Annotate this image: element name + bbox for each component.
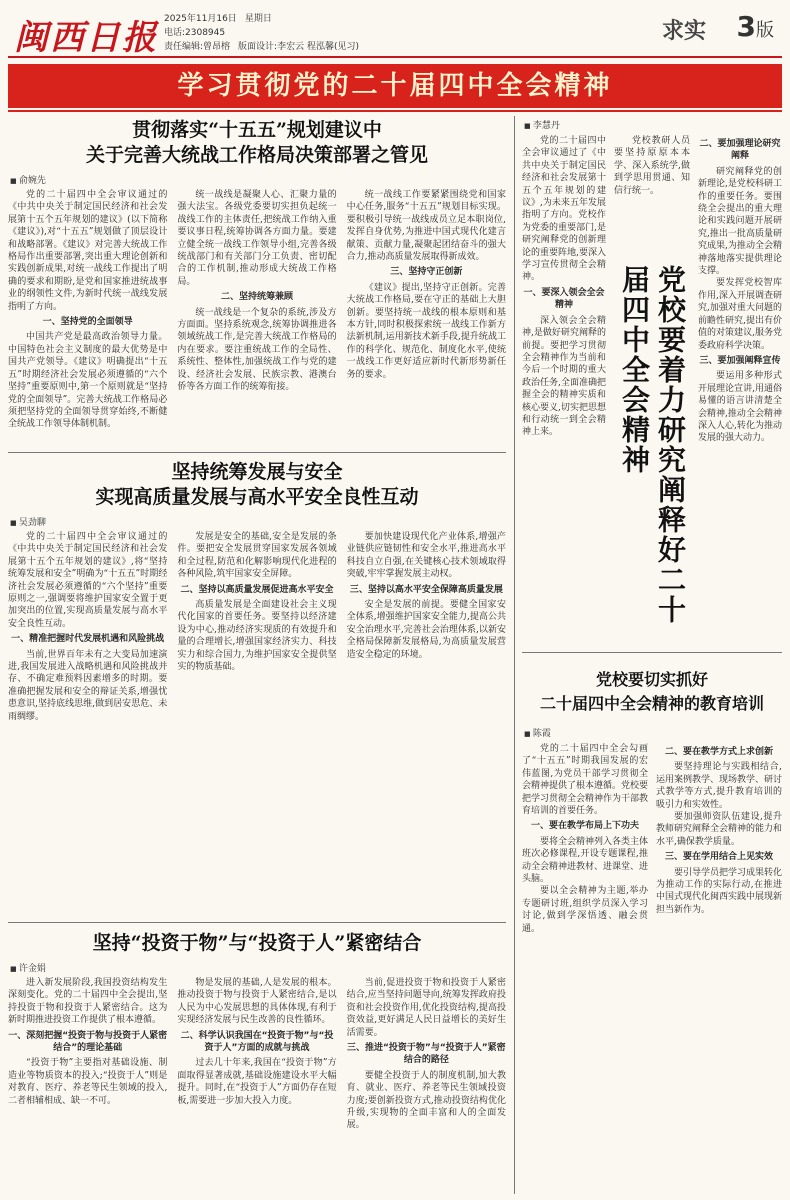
text-column: 统一战线工作要紧紧围绕党和国家中心任务,服务“十五五”规划目标实现。要积极引导统一战线成员立足本职岗位,发挥自身优势,为推进中国式现代化建言献策、贡献力量,凝聚起团结奋斗的强大合力,推动高质量发展取得新成效。 三、坚持守正创新 《建议》提出,坚持守正创新。完善大统战工作格局,要在守正的基础上大胆创新。要坚持统一战线的根本原则和基本方针,同时积极探索统一战线工作新方法新机制,运用新技术新手段,提升统战工作的科学化、规范化、制度化水平,使统一战线工作更好适应新时代新形势新任务的要求。 xyxy=(346,190,506,380)
newspaper-logo: 闽西日报 xyxy=(14,18,158,58)
article-headline: 党校要着力研究阐释好二十届四中全会精神 xyxy=(618,265,687,625)
masthead xyxy=(8,4,782,58)
divider xyxy=(8,452,506,453)
text-column: 党的二十届四中全会审议通过的《中共中央关于制定国民经济和社会发展第十五个五年规划的建议》(以下简称《建议》),对“十五五”规划做了顶层设计和战略部署。《建议》对完善大统战工作格局作出重要部署,突出重大理论创新和实践创新成果,对统一战线工作提出了明确的要求和期盼,是党和国家推进统战事业的纲领性文件,为新时代统一战线发展指明了方向。 一、坚持党的全面领导 中国共产党是最高政治领导力量。中国特色社会主义制度的最大优势是中国共产党领导。《建议》明确提出“十五五”时期经济社会发展必须遵循的“六个坚持”重要原则中,第一个原则就是“坚持党的全面领导”。完善大统战工作格局必须把坚持党的全面领导贯穿始终,不断健全统战工作领导体制机制。 xyxy=(8,190,168,430)
editor: 责任编辑:曾昂榕 xyxy=(164,42,231,52)
layout-designer: 版面设计:李宏云 程泓馨(见习) xyxy=(238,42,359,52)
article-body xyxy=(522,135,782,645)
article-headline: 坚持统筹发展与安全 实现高质量发展与高水平安全良性互动 xyxy=(95,461,419,508)
divider xyxy=(8,922,506,923)
article-party-school-research[interactable] xyxy=(522,116,782,646)
topic-banner: 学习贯彻党的二十届四中全会精神 xyxy=(8,64,782,108)
divider xyxy=(522,652,782,653)
phone: 电话:2308945 xyxy=(164,28,226,38)
article-byline: ■ 俞婉先 xyxy=(10,173,506,186)
article-headline: 党校要切实抓好 二十届四中全会精神的教育培训 xyxy=(539,670,764,713)
text-column: 党的二十届四中全会审议通过的《中共中央关于制定国民经济和社会发展第十五个五年规划的建议》,将“坚持统筹发展和安全”明确为“十五五”时期经济社会发展必须遵循的“六个坚持”重要原则之一,强调要将维护国家安全置于更加突出的位置,实现高质量发展与高水平安全良性互动。 一、精准把握时代发展机遇和风险挑战 当前,世界百年未有之大变局加速演进,我国发展进入战略机遇和风险挑战并存、不确定难预料因素增多的时期。要准确把握发展和安全的辩证关系,增强忧患意识,坚持底线思维,做到居安思危、未雨绸缪。 xyxy=(8,532,168,722)
text-column: 要加快建设现代化产业体系,增强产业链供应链韧性和安全水平,推进高水平科技自立自强,在关键核心技术领域取得突破,牢牢掌握发展主动权。 三、坚持以高水平安全保障高质量发展 安全是发展的前提。要健全国家安全体系,增强维护国家安全能力,提高公共安全治理水平,完善社会治理体系,以新安全格局保障新发展格局,为高质量发展营造安全稳定的环境。 xyxy=(346,532,506,660)
issue-weekday: 星期日 xyxy=(244,14,272,24)
text-column: 统一战线是凝聚人心、汇聚力量的强大法宝。各级党委要切实担负起统一战线工作的主体责任,把统战工作纳入重要议事日程,统筹协调各方面力量。要建立健全统一战线工作领导小组,完善各级统战部门和有关部门分工负责、密切配合的工作机制,推动形成大统战工作格局。 二、坚持统筹兼顾 统一战线是一个复杂的系统,涉及方方面面。坚持系统观念,统筹协调推进各领域统战工作,是完善大统战工作格局的内在要求。要注重统战工作的全局性、系统性、整体性,加强统战工作与党的建设、经济社会发展、民族宗教、港澳台侨等各方面工作的统筹衔接。 xyxy=(177,190,337,393)
article-headline: 坚持“投资于物”与“投资于人”紧密结合 xyxy=(92,932,422,954)
article-byline: ■ 许金娟 xyxy=(10,961,506,974)
text-column: 党的二十届四中全会审议通过了《中共中央关于制定国民经济和社会发展第十五个五年规划的建议》,为未来五年发展指明了方向。党校作为党委的重要部门,是研究阐释党的创新理论的重要阵地,要深入学习宣传贯彻全会精神。 一、要深入领会全会精神 深入领会全会精神,是做好研究阐释的前提。要把学习贯彻全会精神作为当前和今后一个时期的重大政治任务,全面准确把握全会的精神实质和核心要义,切实把思想和行动统一到全会精神上来。 xyxy=(522,136,606,438)
article-body xyxy=(522,743,782,1189)
article-body xyxy=(8,531,506,919)
text-column: 二、要加强理论研究阐释 研究阐释党的创新理论,是党校科研工作的重要任务。要围绕全会提出的重大理论和实践问题开展研究,推出一批高质量研究成果,为推动全会精神落地落实提供理论支撑。 要发挥党校智库作用,深入开展调查研究,加强对重大问题的前瞻性研究,提出有价值的对策建议,服务党委政府科学决策。 三、要加强阐释宣传 要运用多种形式开展理论宣讲,用通俗易懂的语言讲清楚全会精神,推动全会精神深入人心,转化为推动发展的强大动力。 xyxy=(698,139,782,444)
masthead-meta xyxy=(164,12,367,54)
banner-divider xyxy=(8,110,782,112)
article-body xyxy=(8,189,506,451)
page-number: 3版 xyxy=(736,10,774,43)
article-byline: ■ 李慧丹 xyxy=(524,118,782,131)
vertical-headline-area xyxy=(614,135,690,645)
article-development-security[interactable] xyxy=(8,460,506,915)
issue-date: 2025年11月16日 xyxy=(164,14,237,24)
article-byline: ■ 吴劲聊 xyxy=(10,515,506,528)
text-column: 物是发展的基础,人是发展的根本。推动投资于物与投资于人紧密结合,是以人民为中心发展思想的具体体现,有利于实现经济发展与民生改善的良性循环。 二、科学认识我国在“投资于物”与“投资于人”方面的成就与挑战 过去几十年来,我国在“投资于物”方面取得显著成就,基础设施建设水平大幅提升。同时,在“投资于人”方面仍存在短板,需要进一步加大投入力度。 xyxy=(177,978,337,1106)
text-column: 当前,促进投资于物和投资于人紧密结合,应当坚持问题导向,统筹发挥政府投资和社会投资作用,优化投资结构,提高投资效益,更好满足人民日益增长的美好生活需要。 三、推进“投资于物”与“投资于人”紧密结合的路径 要健全投资于人的制度机制,加大教育、就业、医疗、养老等民生领域投资力度;要创新投资方式,推动投资结构优化升级,实现物的全面丰富和人的全面发展。 xyxy=(346,978,506,1131)
column-divider xyxy=(514,116,515,1194)
article-byline: ■ 陈霞 xyxy=(524,726,782,739)
article-united-front[interactable] xyxy=(8,116,506,446)
text-column: 发展是安全的基础,安全是发展的条件。要把安全发展贯穿国家发展各领域和全过程,防范和化解影响现代化进程的各种风险,筑牢国家安全屏障。 二、坚持以高质量发展促进高水平安全 高质量发展是全面建设社会主义现代化国家的首要任务。要坚持以经济建设为中心,推动经济实现质的有效提升和量的合理增长,增强国家经济实力、科技实力和综合国力,为维护国家安全提供坚实的物质基础。 xyxy=(177,532,337,673)
article-party-school-training[interactable] xyxy=(522,660,782,1194)
article-investment[interactable] xyxy=(8,930,506,1194)
text-column: 党校教研人员要坚持原原本本学、深入系统学,做到学思用贯通、知信行统一。 xyxy=(614,136,690,196)
text-column: 党的二十届四中全会勾画了“十五五”时期我国发展的宏伟蓝图,为党员干部学习贯彻全会精神提供了根本遵循。党校要把学习贯彻全会精神作为干部教育培训的首要任务。 一、要在教学布局上下功夫 要将全会精神列入各类主体班次必修课程,开设专题课程,推动全会精神进教材、进课堂、进头脑。 要以全会精神为主题,举办专题研讨班,组织学员深入学习讨论,做到学深悟透、融会贯通。 xyxy=(522,744,648,934)
article-body xyxy=(8,977,506,1195)
text-column: 进入新发展阶段,我国投资结构发生深刻变化。党的二十届四中全会提出,坚持投资于物和投资于人紧密结合。这为新时期推进投资工作提供了根本遵循。 一、深刻把握“投资于物与投资于人紧密结合”的理论基础 “投资于物”主要指对基础设施、制造业等物质资本的投入;“投资于人”则是对教育、医疗、养老等民生领域的投入,二者相辅相成、缺一不可。 xyxy=(8,978,168,1106)
text-column: 二、要在教学方式上求创新 要坚持理论与实践相结合,运用案例教学、现场教学、研讨式教学等方式,提升教育培训的吸引力和实效性。 要加强师资队伍建设,提升教师研究阐释全会精神的能力和水平,确保教学质量。 三、要在学用结合上见实效 要引导学员把学习成果转化为推动工作的实际行动,在推进中国式现代化闽西实践中展现新担当新作为。 xyxy=(656,747,782,915)
section-name: 求实 xyxy=(661,19,706,44)
article-headline: 贯彻落实“十五五”规划建议中 关于完善大统战工作格局决策部署之管见 xyxy=(85,119,428,166)
